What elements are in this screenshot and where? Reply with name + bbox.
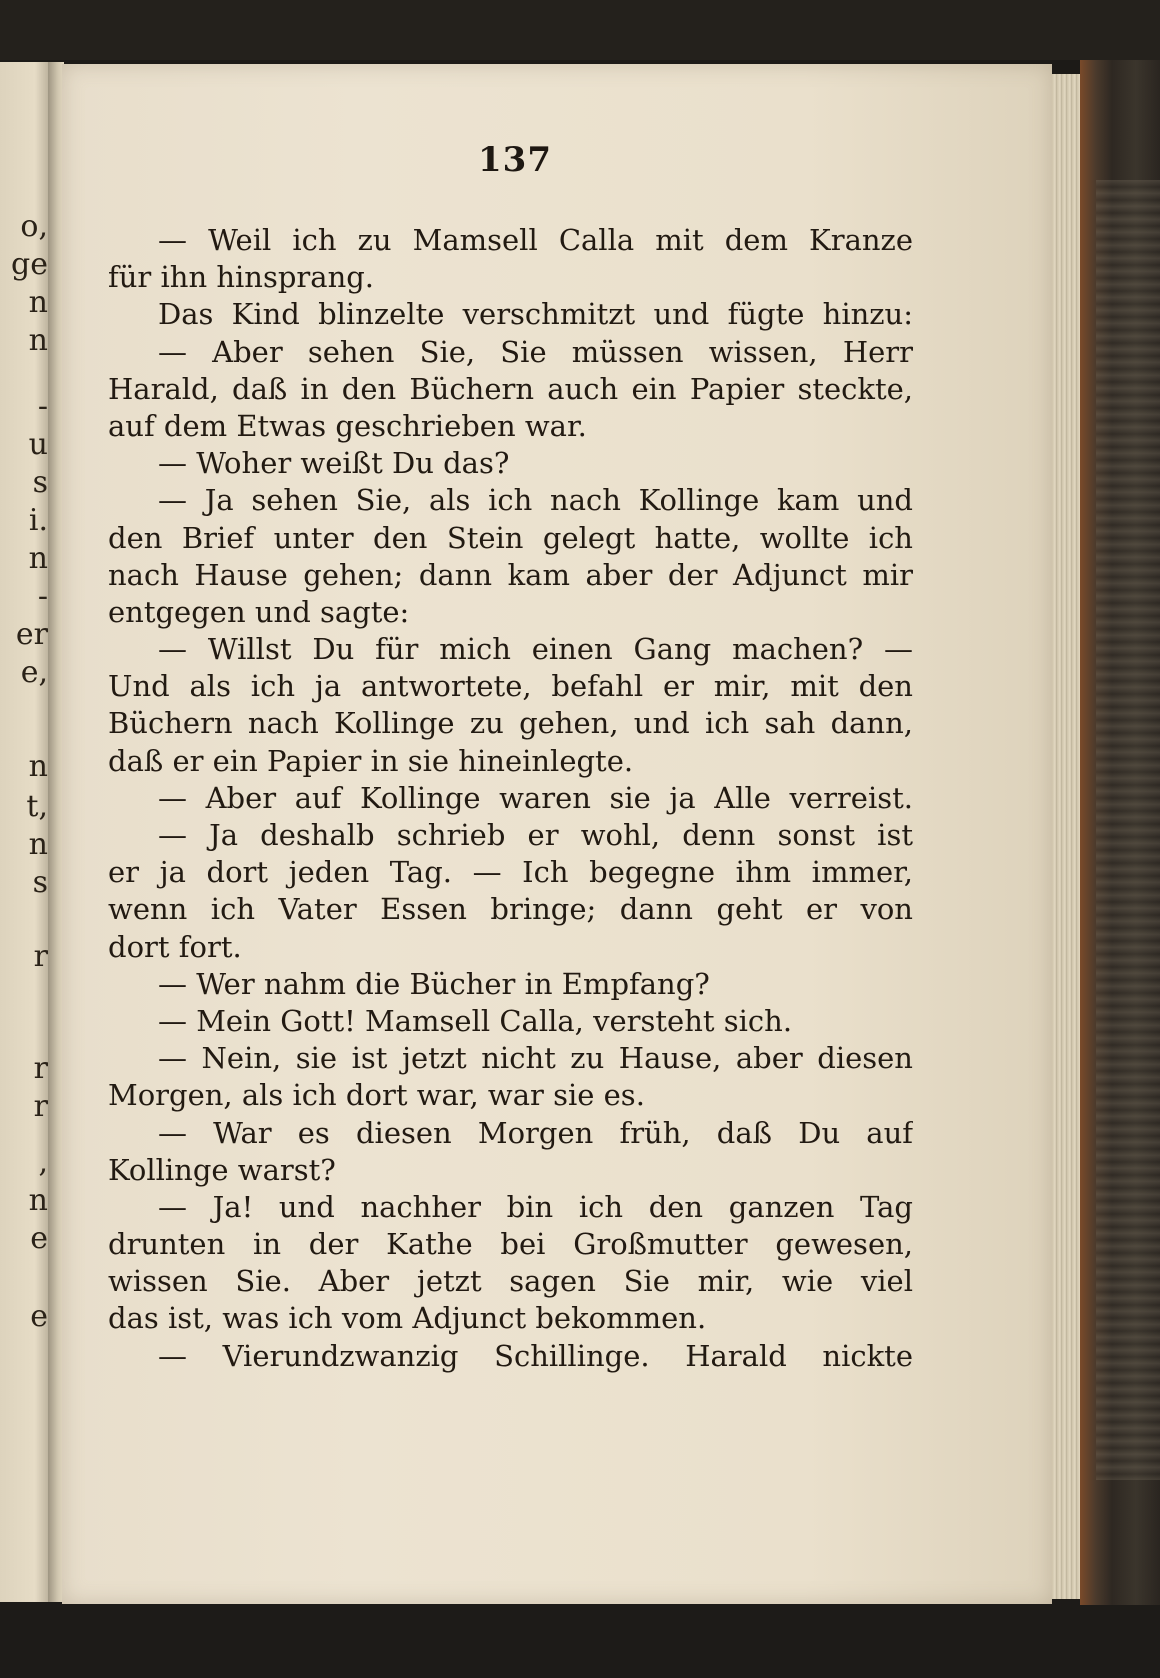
left-page-fragment: e,: [20, 655, 48, 690]
left-page-fragment: s: [32, 865, 48, 900]
page-number: 137: [478, 140, 552, 180]
text-line: entgegen und sagte:: [108, 594, 410, 629]
left-page-fragment: -: [37, 579, 48, 614]
left-page-fragment: ,: [38, 1145, 48, 1180]
text-line: — Nein, sie ist jetzt nicht zu Hause, aber diesen: [158, 1041, 913, 1076]
left-page-fragment: t,: [26, 789, 48, 824]
left-page-fragment: u: [28, 427, 48, 462]
text-line: wissen Sie. Aber jetzt sagen Sie mir, wie viel: [108, 1264, 913, 1299]
text-line: — Ja sehen Sie, als ich nach Kollinge kam und: [158, 483, 913, 518]
text-line: — Ja! und nachher bin ich den ganzen Tag: [158, 1189, 913, 1224]
page-edges: [1052, 74, 1082, 1599]
cover-texture: [1096, 180, 1160, 1480]
background-top: [0, 0, 1160, 60]
text-line: daß er ein Papier in sie hineinlegte.: [108, 743, 634, 778]
text-line: — Vierundzwanzig Schillinge. Harald nickte: [158, 1338, 913, 1373]
left-page-fragment: ge: [11, 247, 48, 282]
text-line: nach Hause gehen; dann kam aber der Adjunct mir: [108, 557, 913, 592]
left-page-fragment: n: [28, 827, 48, 862]
text-line: — Willst Du für mich einen Gang machen? —: [158, 632, 913, 667]
left-page-edge: [0, 62, 50, 1602]
left-page-fragment: n: [28, 323, 48, 358]
text-line: auf dem Etwas geschrieben war.: [108, 408, 587, 443]
text-line: Morgen, als ich dort war, war sie es.: [108, 1078, 645, 1113]
text-line: das ist, was ich vom Adjunct bekommen.: [108, 1301, 707, 1336]
left-page-fragment: r: [33, 1051, 48, 1086]
text-line: Büchern nach Kollinge zu gehen, und ich sah dann,: [108, 706, 913, 741]
left-page-fragment: r: [33, 1089, 48, 1124]
text-line: — Aber auf Kollinge waren sie ja Alle verreist.: [158, 780, 913, 815]
text-line: Kollinge warst?: [108, 1152, 336, 1187]
body-text: [108, 222, 913, 1375]
left-page-fragment: n: [28, 285, 48, 320]
text-line: — Mein Gott! Mamsell Calla, versteht sich.: [158, 1003, 793, 1038]
left-page-fragment: e: [30, 1299, 48, 1334]
left-page-fragment: o,: [20, 209, 48, 244]
text-line: — Wer nahm die Bücher in Empfang?: [158, 966, 710, 1001]
left-page-fragment: n: [28, 1183, 48, 1218]
text-line: den Brief unter den Stein gelegt hatte, wollte ich: [108, 520, 913, 555]
text-line: für ihn hinsprang.: [108, 260, 375, 295]
left-page-fragment: er: [15, 617, 48, 652]
left-page-fragment: n: [28, 541, 48, 576]
text-line: — Woher weißt Du das?: [158, 446, 510, 481]
text-line: wenn ich Vater Essen bringe; dann geht er von: [108, 892, 913, 927]
left-page-fragment: n: [28, 749, 48, 784]
text-line: — Ja deshalb schrieb er wohl, denn sonst ist: [158, 818, 913, 852]
text-line: — War es diesen Morgen früh, daß Du auf: [158, 1115, 913, 1150]
text-line: — Weil ich zu Mamsell Calla mit dem Kranze: [158, 223, 913, 257]
text-line: Das Kind blinzelte verschmitzt und fügte hinzu:: [158, 297, 913, 332]
background-bottom: [0, 1600, 1160, 1678]
text-line: dort fort.: [108, 929, 242, 964]
text-line: er ja dort jeden Tag. — Ich begegne ihm immer,: [108, 855, 913, 890]
text-line: Und als ich ja antwortete, befahl er mir, mit den: [108, 669, 913, 704]
left-page-fragment: i.: [28, 503, 48, 538]
left-page-fragment: e: [30, 1221, 48, 1256]
left-page-fragment: -: [37, 389, 48, 424]
text-line: Harald, daß in den Büchern auch ein Papier steckte,: [108, 371, 913, 406]
text-line: — Aber sehen Sie, Sie müssen wissen, Herr: [158, 334, 913, 369]
left-page-fragment: s: [32, 465, 48, 500]
left-page-fragment: r: [33, 939, 48, 974]
text-line: drunten in der Kathe bei Großmutter gewesen,: [108, 1227, 913, 1262]
